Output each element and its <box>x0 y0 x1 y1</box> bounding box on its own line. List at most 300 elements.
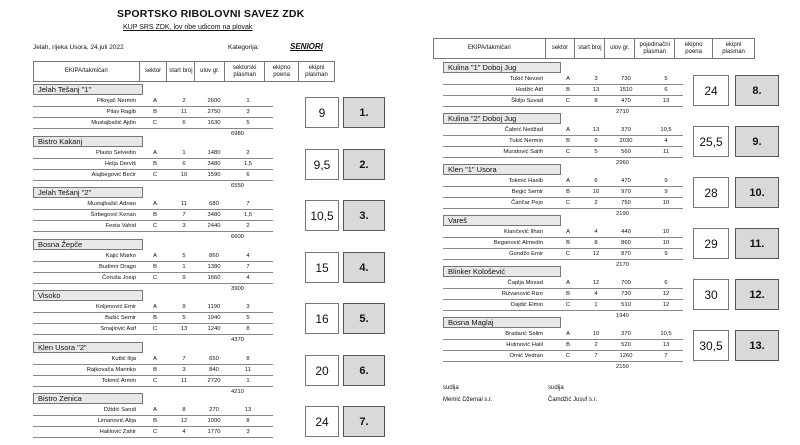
member-start: 5 <box>594 149 598 155</box>
row-divider <box>33 323 273 324</box>
row-divider <box>33 312 273 313</box>
member-start: 8 <box>182 407 186 413</box>
member-catch: 370 <box>621 331 631 337</box>
team-place: 10. <box>735 177 779 208</box>
member-sector: A <box>566 127 570 133</box>
member-catch: 520 <box>621 342 631 348</box>
team-place: 8. <box>735 75 779 106</box>
team-points: 9 <box>305 97 339 128</box>
member-sector: A <box>153 355 157 362</box>
member-name: Čančar Pejo <box>511 200 543 206</box>
member-row <box>33 263 273 272</box>
member-sector: A <box>566 76 570 82</box>
member-placement: 8 <box>246 355 250 362</box>
member-placement: 4 <box>246 274 250 281</box>
member-sector: C <box>565 98 571 104</box>
member-row <box>443 250 683 259</box>
member-row <box>443 199 683 208</box>
member-start: 11 <box>180 109 188 115</box>
member-sector: B <box>153 315 157 321</box>
member-start: 13 <box>180 326 188 332</box>
member-placement: 5 <box>664 76 668 82</box>
row-divider <box>33 220 273 221</box>
member-catch: 1000 <box>207 418 221 424</box>
member-name: Beganović Almedin <box>493 240 543 246</box>
member-start: 8 <box>594 98 598 104</box>
member-sector: C <box>152 120 158 126</box>
row-divider <box>443 310 683 311</box>
member-start: 9 <box>182 274 186 281</box>
team-name: Visoko <box>33 290 143 301</box>
member-start: 11 <box>180 201 188 207</box>
location-date: Jelah, rijeka Usora, 24.juli 2022 <box>33 44 124 51</box>
col-start: start broj <box>167 62 195 82</box>
member-sector: C <box>565 200 571 206</box>
team-points: 30,5 <box>693 330 729 361</box>
judge-label-1: sudija <box>443 385 459 391</box>
member-row <box>443 75 683 84</box>
team-name: Blinker Kološević <box>443 266 561 277</box>
member-sector: B <box>153 109 157 115</box>
member-start: 7 <box>182 212 186 218</box>
member-sector: B <box>566 189 570 195</box>
member-name: Hutinović Halil <box>506 342 543 348</box>
team-points: 30 <box>693 279 729 310</box>
team-name: Kulina "1" Doboj Jug <box>443 62 561 73</box>
member-placement: 8 <box>246 326 250 332</box>
row-divider <box>33 283 273 284</box>
member-catch: 2030 <box>619 138 633 144</box>
member-placement: 4 <box>664 138 668 144</box>
member-name: Širbegović Kenan <box>90 212 136 218</box>
member-placement: 13 <box>662 98 670 104</box>
row-divider <box>443 135 683 136</box>
member-catch: 1240 <box>207 326 221 332</box>
member-row <box>33 211 273 220</box>
member-name: Muratović Salih <box>503 149 543 155</box>
member-row <box>33 119 273 128</box>
row-divider <box>443 350 683 351</box>
member-name: Plasto Selvedin <box>96 149 136 156</box>
member-name: Begić Semir <box>511 189 543 195</box>
member-start: 13 <box>592 87 600 93</box>
member-catch: 970 <box>621 189 631 195</box>
member-placement: 7 <box>246 263 250 270</box>
team-total: 2710 <box>616 109 629 115</box>
member-row <box>443 301 683 310</box>
member-start: 10 <box>592 331 600 337</box>
row-divider <box>33 180 273 181</box>
row-divider <box>443 339 683 340</box>
member-start: 5 <box>182 315 186 321</box>
member-name: Helja Derviš <box>104 160 136 167</box>
member-start: 2 <box>182 98 186 104</box>
member-sector: A <box>153 201 157 207</box>
member-name: Pilav Ragib <box>106 109 136 115</box>
row-divider <box>33 106 273 107</box>
member-catch: 560 <box>621 149 631 155</box>
member-start: 11 <box>180 377 188 384</box>
member-sector: A <box>153 407 157 413</box>
row-divider <box>443 197 683 198</box>
member-catch: 440 <box>621 229 631 235</box>
row-divider <box>443 248 683 249</box>
team-points: 9,5 <box>305 149 339 180</box>
col-placement: sektorski plasman <box>225 62 265 82</box>
member-sector: B <box>153 366 157 373</box>
member-name: Hodžić Atif <box>515 87 543 93</box>
col-points: ekipno poena <box>675 39 713 59</box>
team-place: 5. <box>343 303 385 334</box>
team-total: 6980 <box>231 131 244 137</box>
member-row <box>33 428 273 437</box>
row-divider <box>33 437 273 438</box>
member-placement: 13 <box>662 342 670 348</box>
team-place: 2. <box>343 149 385 180</box>
team-total: 4210 <box>231 388 244 395</box>
member-row <box>443 148 683 157</box>
member-start: 2 <box>594 200 598 206</box>
member-row <box>443 228 683 237</box>
team-place: 7. <box>343 406 385 437</box>
member-sector: A <box>566 178 570 184</box>
team-total: 4370 <box>231 337 244 343</box>
member-name: Koljenović Emir <box>96 304 136 310</box>
team-total: 2960 <box>616 160 629 166</box>
row-divider <box>443 259 683 260</box>
member-name: Piknjač Nermin <box>97 98 136 104</box>
member-row <box>33 314 273 323</box>
member-row <box>33 108 273 117</box>
member-catch: 680 <box>209 201 219 207</box>
row-divider <box>33 426 273 427</box>
team-total: 2150 <box>616 364 629 370</box>
member-name: Bradarić Salim <box>505 331 543 337</box>
category-label: Kategorija: <box>228 44 260 51</box>
member-row <box>443 352 683 361</box>
member-start: 10 <box>180 171 188 178</box>
member-catch: 270 <box>209 407 219 413</box>
member-start: 1 <box>182 263 186 270</box>
member-row <box>33 222 273 231</box>
member-placement: 10 <box>662 200 670 206</box>
member-name: Kutlić Ilija <box>111 355 136 362</box>
member-start: 7 <box>182 355 186 362</box>
member-placement: 1,5 <box>243 212 253 218</box>
row-divider <box>33 158 273 159</box>
member-start: 7 <box>594 353 598 359</box>
team-total: 2190 <box>616 211 629 217</box>
member-row <box>33 200 273 209</box>
member-name: Budimir Drago <box>98 263 136 270</box>
row-divider <box>33 209 273 210</box>
member-placement: 11 <box>244 366 252 373</box>
member-catch: 3480 <box>207 160 221 167</box>
document-subtitle: KUP SRS ZDK, lov ribe udicom na plovak <box>123 24 253 31</box>
member-placement: 8 <box>246 418 250 424</box>
member-start: 3 <box>182 366 186 373</box>
member-row <box>443 279 683 288</box>
row-divider <box>443 288 683 289</box>
member-name: Festa Vahid <box>105 223 136 229</box>
member-placement: 9 <box>664 189 668 195</box>
team-total: 6550 <box>231 182 244 189</box>
row-divider <box>443 84 683 85</box>
member-start: 3 <box>182 223 186 229</box>
member-placement: 9 <box>664 251 668 257</box>
member-catch: 2720 <box>207 377 221 384</box>
row-divider <box>443 106 683 107</box>
member-placement: 11 <box>662 149 670 155</box>
right-page <box>400 0 800 445</box>
row-divider <box>33 334 273 335</box>
member-name: Čabrić Nedžad <box>504 127 543 133</box>
member-catch: 1770 <box>207 429 221 435</box>
member-name: Limanović Alija <box>97 418 136 424</box>
team-points: 24 <box>693 75 729 106</box>
member-sector: C <box>152 223 158 229</box>
member-row <box>443 239 683 248</box>
category-value: SENIORI <box>290 42 323 51</box>
member-start: 10 <box>592 189 600 195</box>
member-catch: 2750 <box>207 109 221 115</box>
member-placement: 3 <box>246 429 250 435</box>
member-row <box>33 303 273 312</box>
member-placement: 1,5 <box>243 160 253 167</box>
member-sector: A <box>153 98 157 104</box>
member-start: 12 <box>180 418 188 424</box>
member-catch: 510 <box>621 302 631 308</box>
member-start: 4 <box>182 429 186 435</box>
member-start: 4 <box>594 229 598 235</box>
team-points: 28 <box>693 177 729 208</box>
team-points: 16 <box>305 303 339 334</box>
member-name: Ćoruša Josip <box>102 274 136 281</box>
judge-name-1: Memić Džemal s.r. <box>443 397 493 403</box>
row-divider <box>443 157 683 158</box>
table-header-left <box>33 61 335 82</box>
member-row <box>33 355 273 364</box>
row-divider <box>33 231 273 232</box>
member-start: 6 <box>594 178 598 184</box>
member-placement: 7 <box>246 201 250 207</box>
member-name: Čaplja Mirsad <box>507 280 543 286</box>
team-total: 1940 <box>616 313 629 319</box>
member-name: Alajbegović Bećir <box>91 171 136 178</box>
team-points: 29 <box>693 228 729 259</box>
member-row <box>443 188 683 197</box>
member-catch: 2600 <box>207 98 221 104</box>
member-sector: C <box>565 302 571 308</box>
member-row <box>33 97 273 106</box>
member-row <box>443 177 683 186</box>
member-catch: 750 <box>621 200 631 206</box>
member-placement: 5 <box>246 315 250 321</box>
member-row <box>33 252 273 261</box>
member-sector: B <box>153 212 157 218</box>
team-place: 4. <box>343 252 385 283</box>
member-row <box>443 341 683 350</box>
member-placement: 3 <box>246 109 250 115</box>
member-placement: 10 <box>662 229 670 235</box>
member-placement: 12 <box>662 291 670 297</box>
member-name: Gondžo Emir <box>509 251 543 257</box>
team-name: Bistro Zenica <box>33 393 143 404</box>
member-start: 2 <box>594 342 598 348</box>
member-catch: 840 <box>209 366 219 373</box>
member-sector: A <box>566 280 570 286</box>
member-sector: A <box>153 149 157 156</box>
member-start: 6 <box>182 160 186 167</box>
row-divider <box>443 208 683 209</box>
member-name: Džidić Sandi <box>103 407 136 413</box>
team-place: 1. <box>343 97 385 128</box>
member-name: Tokmić Hasib <box>508 178 543 184</box>
member-name: Rizvanović Rizo <box>501 291 543 297</box>
member-sector: A <box>153 252 157 259</box>
member-placement: 4 <box>246 252 250 259</box>
member-name: Klančević Ilhan <box>504 229 543 235</box>
row-divider <box>443 237 683 238</box>
row-divider <box>33 128 273 129</box>
row-divider <box>443 186 683 187</box>
member-catch: 470 <box>621 178 631 184</box>
member-sector: C <box>565 149 571 155</box>
member-row <box>443 86 683 95</box>
member-name: Omić Vedran <box>509 353 543 359</box>
member-sector: C <box>152 171 158 178</box>
member-placement: 6 <box>664 87 668 93</box>
member-sector: B <box>566 291 570 297</box>
row-divider <box>33 386 273 387</box>
member-catch: 860 <box>621 240 631 246</box>
member-catch: 1260 <box>619 353 633 359</box>
member-catch: 1480 <box>207 149 221 156</box>
member-catch: 1660 <box>207 274 221 281</box>
member-start: 13 <box>592 127 600 133</box>
member-catch: 1380 <box>207 263 221 270</box>
col-team: EKIPA/takmičari <box>434 39 546 59</box>
member-catch: 730 <box>621 291 631 297</box>
member-row <box>443 137 683 146</box>
member-catch: 1590 <box>207 171 221 178</box>
member-name: Halilović Zahir <box>99 429 136 435</box>
team-name: Bosna Žepče <box>33 239 143 250</box>
member-name: Škiljo Suvad <box>511 98 543 104</box>
member-catch: 1940 <box>207 315 221 321</box>
member-placement: 10 <box>662 240 670 246</box>
col-team-place: ekipni plasman <box>713 39 755 59</box>
member-sector: C <box>565 353 571 359</box>
team-place: 12. <box>735 279 779 310</box>
member-catch: 470 <box>621 98 631 104</box>
member-name: Smajlović Asif <box>100 326 136 332</box>
row-divider <box>33 364 273 365</box>
team-place: 9. <box>735 126 779 157</box>
row-divider <box>33 261 273 262</box>
col-team-place: ekipni plasman <box>299 62 335 82</box>
document-title: SPORTSKO RIBOLOVNI SAVEZ ZDK <box>117 8 305 20</box>
team-place: 6. <box>343 355 385 386</box>
member-catch: 1630 <box>207 120 221 126</box>
team-name: Vareš <box>443 215 561 226</box>
member-name: Dajdić Elmin <box>510 302 543 308</box>
member-placement: 9 <box>664 178 668 184</box>
member-sector: B <box>153 418 157 424</box>
member-placement: 1 <box>246 98 250 104</box>
member-start: 9 <box>182 304 186 310</box>
member-row <box>33 149 273 158</box>
member-placement: 2 <box>246 223 250 229</box>
member-sector: A <box>566 229 570 235</box>
member-catch: 1190 <box>207 304 221 310</box>
team-name: Bistro Kakanj <box>33 136 143 147</box>
member-row <box>443 126 683 135</box>
member-sector: A <box>566 331 570 337</box>
member-placement: 13 <box>244 407 252 413</box>
team-total: 2170 <box>616 262 629 268</box>
row-divider <box>33 169 273 170</box>
member-placement: 1 <box>246 377 250 384</box>
member-row <box>33 417 273 426</box>
member-sector: C <box>152 326 158 332</box>
member-placement: 6 <box>246 171 250 178</box>
member-name: Bašić Semir <box>105 315 136 321</box>
member-sector: C <box>152 429 158 435</box>
member-start: 4 <box>594 291 598 297</box>
member-sector: A <box>153 304 157 310</box>
member-start: 8 <box>594 240 598 246</box>
member-start: 1 <box>594 302 598 308</box>
col-points: ekipno poena <box>265 62 299 82</box>
member-catch: 700 <box>621 280 631 286</box>
member-sector: B <box>566 342 570 348</box>
team-place: 13. <box>735 330 779 361</box>
member-sector: B <box>566 87 570 93</box>
member-catch: 860 <box>209 252 219 259</box>
team-points: 15 <box>305 252 339 283</box>
member-start: 6 <box>182 120 186 126</box>
member-row <box>33 171 273 180</box>
row-divider <box>443 361 683 362</box>
team-name: Jelah Tešanj "1" <box>33 84 143 95</box>
member-placement: 10,5 <box>660 331 672 337</box>
row-divider <box>33 272 273 273</box>
member-sector: B <box>566 138 570 144</box>
member-row <box>33 160 273 169</box>
col-placement: pojedinačni plasman <box>635 39 675 59</box>
judge-name-2: Čamdžić Jusuf s.r. <box>548 397 598 403</box>
col-team: EKIPA/takmičari <box>34 62 140 82</box>
member-catch: 650 <box>209 355 219 362</box>
member-name: Tukić Nermin <box>509 138 543 144</box>
member-placement: 12 <box>662 302 670 308</box>
member-name: Rajkovača Marinko <box>86 366 136 373</box>
team-points: 25,5 <box>693 126 729 157</box>
member-row <box>33 366 273 375</box>
col-catch: ulov gr. <box>605 39 635 59</box>
team-points: 20 <box>305 355 339 386</box>
row-divider <box>33 375 273 376</box>
row-divider <box>443 95 683 96</box>
member-start: 3 <box>594 76 598 82</box>
team-total: 6600 <box>231 234 244 240</box>
col-catch: ulov gr. <box>195 62 225 82</box>
row-divider <box>443 299 683 300</box>
member-start: 1 <box>182 149 186 156</box>
team-name: Jelah Tešanj "2" <box>33 187 143 198</box>
col-sector: sektor <box>545 39 575 59</box>
